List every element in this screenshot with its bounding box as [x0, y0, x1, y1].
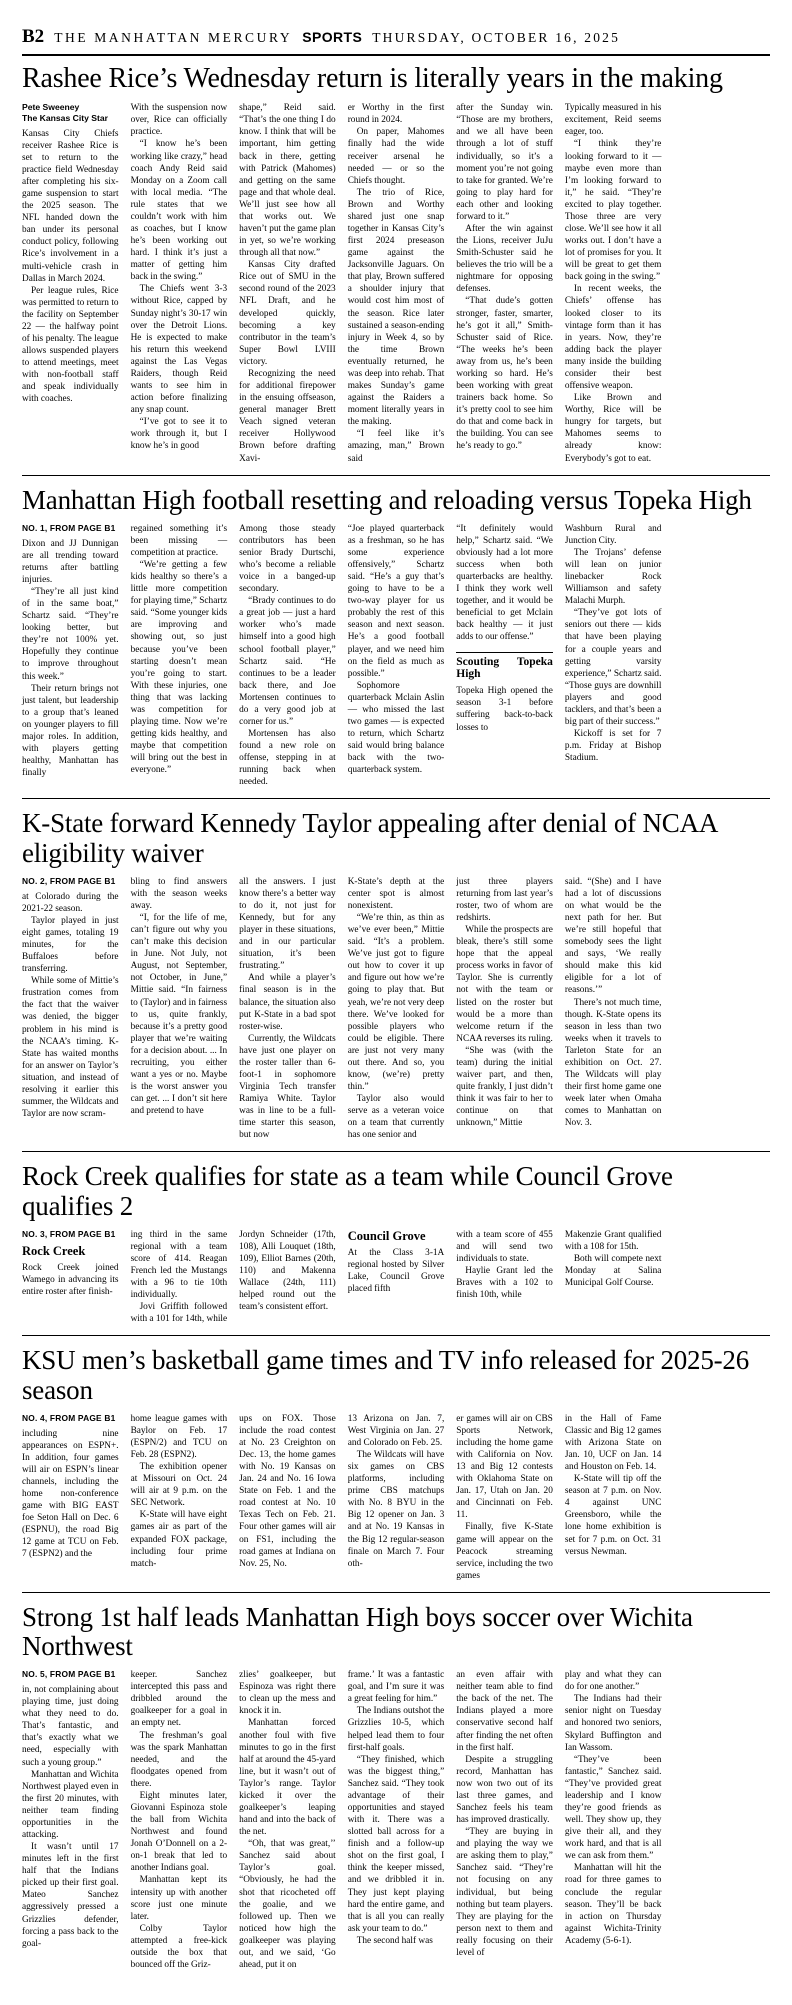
- paragraph: “I know he’s been working like crazy,” head coach Andy Reid said Monday on a Zoom call with local media. “The rule states that we couldn’t work with him as coaches, but I know he’s been working out hard. I think it’s just a matter of getting him back in the swing.”: [130, 139, 228, 283]
- page-folio: B2: [22, 26, 45, 47]
- subhead-rock-creek: Rock Creek: [22, 1243, 86, 1258]
- story-mhs-boys-soccer: [22, 1603, 770, 1981]
- column: [22, 1413, 119, 1582]
- paragraph: ups on FOX. Those include the road contest at No. 23 Creighton on Dec. 13, the home games with No. 19 Kansas on Jan. 24 and No. 16 Iowa State on Feb. 1 and the road contest at No. 10 Texas Tech on Feb. 21. Four other games will air on FS1, including the road games at Indiana on Nov. 25, No.: [239, 1413, 336, 1569]
- column: [456, 1669, 553, 1971]
- column: [131, 1413, 228, 1582]
- paragraph: home league games with Baylor on Feb. 17 (ESPN/2) and TCU on Feb. 28 (ESPN2).: [130, 1413, 228, 1460]
- headline: Rashee Rice’s Wednesday return is literally years in the making: [22, 63, 723, 94]
- story-rashee-rice: [22, 64, 770, 476]
- publication-name: THE MANHATTAN MERCURY: [54, 30, 293, 45]
- column: [565, 1413, 662, 1582]
- story-manhattan-high-football: [22, 486, 770, 800]
- column: [239, 102, 336, 464]
- paragraph: “They’ve got lots of seniors out there — kids that have been playing for a couple years and getting varsity experience,” Schartz said. “Those guys are downhill players and good tacklers, and that’s been a big part of their success.”: [564, 608, 662, 727]
- column: [456, 523, 553, 789]
- paragraph: Jordyn Schneider (17th, 108), Alli Louquet (18th, 109), Elliot Barnes (20th, 110) and Makenna Wallace (24th, 111) helped round out the team’s consistent effort.: [239, 1229, 336, 1313]
- column: [239, 523, 336, 789]
- byline-org: The Kansas City Star: [22, 112, 108, 123]
- paragraph: Jovi Griffith followed with a 101 for 14th, while: [130, 1302, 228, 1325]
- paragraph: regained something it’s been missing — competition at practice.: [130, 523, 228, 558]
- paragraph: With the suspension now over, Rice can officially practice.: [130, 103, 228, 138]
- paragraph: “I feel like it’s amazing, man,” Brown said: [347, 429, 445, 464]
- column: [22, 1669, 119, 1971]
- sidebar-rule: [456, 652, 553, 682]
- column: [348, 523, 445, 789]
- column: [565, 1229, 662, 1326]
- paragraph: “Oh, that was great,’’ Sanchez said about Taylor’s goal. “Obviously, he had the shot that ricocheted off the goalie, and we followed up. Then we noticed how high the goalkeeper was playing out, and we said, ‘Go ahead, put it on: [239, 1839, 336, 1971]
- column: [673, 523, 770, 789]
- paragraph: It wasn’t until 17 minutes left in the first half that the Indians picked up their first goal. Mateo Sanchez aggressively pressed a Grizzlies defender, forcing a pass back to the goal-: [22, 1842, 119, 1949]
- paragraph: “They’re all just kind of in the same boat,” Schartz said. “They’re looking better, but they’re not 100% yet. Hopefully they continue to improve throughout this week.”: [22, 586, 119, 682]
- column: [673, 1669, 770, 1971]
- paragraph: “I’ve got to see it to work through it, but I know he’s in good: [130, 417, 228, 452]
- headline: Strong 1st half leads Manhattan High boys soccer over Wichita Northwest: [22, 1601, 693, 1661]
- column: [239, 876, 336, 1142]
- paragraph: Taylor played in just eight games, totaling 19 minutes, for the Buffaloes before transferring.: [22, 915, 119, 975]
- paragraph: The Indians had their senior night on Tuesday and honored two seniors, Skylard Buffington and Ian Wassom.: [564, 1694, 662, 1753]
- column: [239, 1669, 336, 1971]
- paragraph: “They are buying in and playing the way we are asking them to play,” Sanchez said. “They’re not focusing on any individual, but being nothing but team players. They are playing for the person next to them and really focusing on their level of: [456, 1827, 553, 1958]
- paragraph: Finally, five K-State game will appear on the Peacock streaming service, including the two games: [456, 1522, 553, 1581]
- paragraph: Mortensen has also found a new role on offense, stepping in at running back when needed.: [239, 729, 336, 788]
- column: [22, 523, 119, 789]
- story-body: [22, 1669, 770, 1971]
- paragraph: Sophomore quarterback Mclain Aslin — who missed the last two games — is expected to return, which Schartz said would bring balance back with the two-quarterback system.: [347, 680, 445, 776]
- column: [673, 876, 770, 1142]
- paragraph: Kansas City drafted Rice out of SMU in the second round of the 2023 NFL Draft, and he developed quickly, becoming a key contributor in the team’s Super Bowl LVIII victory.: [239, 260, 336, 367]
- column: [348, 876, 445, 1142]
- paragraph: Manhattan and Wichita Northwest played even in the first 20 minutes, with neither team finding opportunities in the attacking.: [22, 1769, 119, 1840]
- paragraph: “That dude’s gotten stronger, faster, smarter, he’s got it all,” Smith-Schuster said of Rice. “The weeks he’s been away from us, he’s been working so hard. He’s been working with great trainers back home. So it’s pretty cool to see him do that and come back in the building. You can see he’s ready to go.”: [456, 296, 553, 452]
- paragraph: And while a player’s final season is in the balance, the situation also put K-State in a bad spot roster-wise.: [239, 973, 336, 1032]
- paragraph: “They’ve been fantastic,” Sanchez said. “They’ve provided great leadership and I know they’re good friends as well. They show up, they give their all, and they work hard, and that is all we can ask from them.”: [564, 1754, 662, 1862]
- column: [131, 1229, 228, 1326]
- jumpline: NO. 5, FROM PAGE B1: [22, 1669, 116, 1680]
- headline: K-State forward Kennedy Taylor appealing after denial of NCAA eligibility waiver: [22, 808, 717, 868]
- column: [348, 1229, 445, 1326]
- issue-date: THURSDAY, OCTOBER 16, 2025: [372, 30, 621, 45]
- paragraph: Manhattan forced another foul with five minutes to go in the first half at around the 45-yard line, but it wasn’t out of Taylor’s range. Taylor kicked it over the goalkeeper’s leaping hand and into the back of the net.: [239, 1718, 336, 1838]
- column: [131, 876, 228, 1142]
- column: [22, 1229, 119, 1326]
- paragraph: Among those steady contributors has been senior Brady Durtschi, who’s become a reliable voice in a banged-up secondary.: [239, 523, 336, 595]
- paragraph: Both will compete next Monday at Salina Municipal Golf Course.: [564, 1253, 662, 1289]
- paragraph: with a team score of 455 and will send two individuals to state.: [456, 1229, 553, 1264]
- paragraph: “Brady continues to do a great job — just a hard worker who’s made himself into a good high school football player,” Schartz said. “He continues to be a leader back there, and Joe Mortensen continues to do a very good job at corner for us.”: [239, 596, 336, 727]
- paragraph: Their return brings not just talent, but leadership to a group that’s leaned on younger players to fill major roles. In addition, with players getting healthy, Manhattan has finally: [22, 683, 119, 779]
- column: [565, 1669, 662, 1971]
- paragraph: including nine appearances on ESPN+. In addition, four games will air on ESPN’s linear channels, including the home non-conference game with BIG EAST foe Seton Hall on Dec. 6 (ESPNU), the road Big 12 game at TCU on Feb. 7 (ESPN2) and the: [22, 1428, 119, 1560]
- paragraph: The second half was: [356, 1935, 433, 1946]
- paragraph: The exhibition opener at Missouri on Oct. 24 will air at 9 p.m. on the SEC Network.: [130, 1462, 228, 1509]
- paragraph: “I think they’re looking forward to it — maybe even more than I’m looking forward to it,” he said. “They’re excited to play together. Those three are very close. We’ll see how it all works out. I don’t have a lot of promises for you. It will be great to get them back going in the swing.”: [564, 139, 662, 283]
- column: [456, 876, 553, 1142]
- paragraph: bling to find answers with the season weeks away.: [130, 876, 228, 911]
- paragraph: Manhattan kept its intensity up with another score just one minute later.: [130, 1875, 228, 1922]
- paragraph: shape,” Reid said. “That’s the one thing I do know. I think that will be important, him getting back in there, getting with Patrick (Mahomes) and getting on the same page and that whole deal. We’ll just see how all that works out. We haven’t put the game plan in yet, so we’re working through all that now.”: [239, 103, 336, 259]
- paragraph: an even affair with neither team able to find the back of the net. The Indians played a more conservative second half after finding the net often in the first half.: [456, 1670, 553, 1753]
- byline: Pete Sweeney: [22, 102, 80, 113]
- paragraph: “I, for the life of me, can’t figure out why you can’t make this decision in June. Not July, not August, not September, not October, in June,” Mittie said. “In fairness to (Taylor) and in fairness to us, quite frankly, because it’s a pretty good player that we’re waiting for a decision about. ... In recruiting, you either want a yes or no. Maybe is the worst answer you can get. ... I don’t sit here and pretend to have: [130, 913, 228, 1117]
- paragraph: The Trojans’ defense will lean on junior linebacker Rock Williamson and safety Malachi Murph.: [564, 547, 662, 607]
- paragraph: Recognizing the need for additional firepower in the ensuing offseason, general manager Brett Veach signed veteran receiver Hollywood Brown before drafting Xavi-: [239, 368, 336, 464]
- column: [22, 102, 119, 464]
- paragraph: Kansas City Chiefs receiver Rashee Rice is set to return to the practice field Wednesday after completing his six-game suspension to start the 2025 season. The NFL handed down the ban under its personal conduct policy, following Rice’s involvement in a multi-vehicle crash in Dallas in March 2024.: [22, 128, 119, 284]
- sidebar-title: Scouting Topeka High: [456, 655, 553, 681]
- column: [565, 102, 662, 464]
- paragraph: Despite a struggling record, Manhattan has now won two out of its last three games, and Sanchez feels his team has improved drastically.: [456, 1754, 553, 1826]
- paragraph: keeper. Sanchez intercepted this pass and dribbled around the goalkeeper for a goal in an empty net.: [130, 1670, 228, 1729]
- paragraph: er games will air on CBS Sports Network, including the home game with California on Nov. 13 and Big 12 contests with Oklahoma State on Jan. 17, Utah on Jan. 20 and Cincinnati on Feb. 11.: [456, 1413, 553, 1521]
- paragraph: in the Hall of Fame Classic and Big 12 games with Arizona State on Jan. 10, UCF on Jan. 14 and Houston on Feb. 14.: [564, 1413, 662, 1473]
- paragraph: Kickoff is set for 7 p.m. Friday at Bishop Stadium.: [564, 729, 662, 764]
- column: [673, 1413, 770, 1582]
- subhead-council-grove: Council Grove: [347, 1228, 426, 1243]
- paragraph: The trio of Rice, Brown and Worthy shared just one snap together in Kansas City’s first 2024 preseason game against the Jacksonville Jaguars. On that play, Brown suffered a shoulder injury that would cost him most of the season. Rice later sustained a season-ending injury in Week 4, so by the time Brown eventually returned, he was deep into rehab. That makes Sunday’s game against the Raiders a moment literally years in the making.: [347, 187, 445, 428]
- story-body: [22, 876, 770, 1142]
- masthead: [22, 26, 770, 56]
- sidebar-paragraph: Topeka High opened the season 3-1 before suffering back-to-back losses to: [456, 686, 553, 733]
- paragraph: Rock Creek joined Wamego in advancing its entire roster after finish-: [22, 1262, 119, 1297]
- paragraph: Haylie Grant led the Braves with a 102 to finish 10th, while: [456, 1266, 553, 1301]
- headline: Rock Creek qualifies for state as a team while Council Grove qualifies 2: [22, 1161, 673, 1221]
- paragraph: play and what they can do for one another.”: [564, 1670, 662, 1693]
- paragraph: On paper, Mahomes finally had the wide receiver arsenal he needed — or so the Chiefs thought.: [347, 127, 445, 186]
- column: [131, 1669, 228, 1971]
- paragraph: Per league rules, Rice was permitted to return to the facility on September 22 — the halfway point of his penalty. The league allows suspended players to attend meetings, meet with non-football staff and speak individually with coaches.: [22, 285, 119, 405]
- paragraph: Makenzie Grant qualified with a 108 for 15th.: [564, 1229, 662, 1252]
- paragraph: At the Class 3-1A regional hosted by Silver Lake, Council Grove placed fifth: [347, 1247, 445, 1295]
- column: [673, 102, 770, 464]
- column: [565, 523, 662, 789]
- paragraph: K-State will tip off the season at 7 p.m. on Nov. 4 against UNC Greensboro, while the lone home exhibition is set for 7 p.m. on Oct. 31 versus Newman.: [564, 1474, 662, 1557]
- paragraph: “It definitely would help,” Schartz said. “We obviously had a lot more success when both quarterbacks are healthy. I think they work well together, and it would be beneficial to get Mclain back healthy — it just adds to our offense.”: [456, 523, 553, 643]
- column: [348, 102, 445, 464]
- paragraph: Taylor also would serve as a veteran voice on a team that currently has one senior and: [347, 1094, 445, 1141]
- headline: KSU men’s basketball game times and TV info released for 2025-26 season: [22, 1345, 750, 1405]
- story-kennedy-taylor: [22, 809, 770, 1152]
- story-rock-creek-golf: [22, 1162, 770, 1336]
- headline: Manhattan High football resetting and reloading versus Topeka High: [22, 484, 752, 515]
- paragraph: in, not complaining about playing time, just doing what they need to do. That’s fantastic, and that’s exactly what we need, especially with such a young group.”: [22, 1685, 119, 1768]
- paragraph: just three players returning from last year’s roster, two of whom are redshirts.: [456, 876, 553, 923]
- paragraph: After the win against the Lions, receiver JuJu Smith-Schuster said he believes the trio will be a nightmare for opposing defenses.: [456, 224, 553, 295]
- jumpline: NO. 3, FROM PAGE B1: [22, 1228, 116, 1239]
- jumpline: NO. 2, FROM PAGE B1: [22, 875, 116, 886]
- paragraph: “She was (with the team) during the initial waiver part, and then, quite frankly, I just didn’t think it was fair to her to continue on that unknown,” Mittie: [456, 1045, 553, 1129]
- paragraph: While the prospects are bleak, there’s still some hope that the appeal process works in favor of Taylor. She is currently not with the team or listed on the roster but would be a more than welcome return if the NCAA reverses its ruling.: [456, 925, 553, 1044]
- story-body: [22, 523, 770, 789]
- paragraph: The Wildcats will have six games on CBS platforms, including prime CBS matchups with No. 8 BYU in the Big 12 opener on Jan. 3 and at No. 19 Kansas in the Big 12 regular-season finale on March 7. Four oth-: [347, 1449, 445, 1569]
- column: [456, 102, 553, 464]
- paragraph: ing third in the same regional with a team score of 414. Reagan French led the Mustangs with a 96 to tie 10th individually.: [130, 1229, 228, 1301]
- story-body: [22, 102, 770, 464]
- paragraph: Colby Taylor attempted a free-kick outside the box that bounced off the Griz-: [130, 1923, 228, 1971]
- paragraph: Washburn Rural and Junction City.: [564, 523, 662, 546]
- column: [239, 1229, 336, 1326]
- column: [239, 1413, 336, 1582]
- jumpline: NO. 1, FROM PAGE B1: [22, 522, 116, 533]
- section-name: SPORTS: [302, 29, 363, 45]
- paragraph: There’s not much time, though. K-State opens its season in less than two weeks when it travels to Tarleton State for an exhibition on Oct. 27. The Wildcats will play their first home game one week later when Omaha comes to Manhattan on Nov. 3.: [564, 997, 662, 1129]
- paragraph: “We’re thin, as thin as we’ve ever been,” Mittie said. “It’s a problem. We’ve just got to figure out how to cover it up and figure out how we’re going to play that. But yeah, we’re not very deep there. We’ve looked for possible players who could be eligible. There are just not very many out there. And so, you know, (we’re) pretty thin.”: [347, 913, 445, 1093]
- paragraph: all the answers. I just know there’s a better way to do it, not just for Kennedy, but for any player in these situations, and in our particular situation, it’s been frustrating.”: [239, 876, 336, 972]
- column: [456, 1229, 553, 1326]
- paragraph: The Indians outshot the Grizzlies 10-5, which helped lead them to four first-half goals.: [347, 1706, 445, 1753]
- column: [348, 1413, 445, 1582]
- paragraph: “Joe played quarterback as a freshman, so he has some experience offensively,” Schartz said. “He’s a guy that’s going to have to be a two-way player for us probably the rest of this season and next season. He’s a good football player, and we need him on the field as much as possible.”: [347, 523, 445, 679]
- paragraph: Like Brown and Worthy, Rice will be hungry for targets, but Mahomes seems to already know: Everybody’s got to eat.: [564, 393, 662, 464]
- paragraph: “We’re getting a few kids healthy so there’s a little more competition for playing time,” Schartz said. “Some younger kids are improving and showing out, so just because you’ve been starting doesn’t mean you’re going to start. With these injuries, one thing that was lacking was competition for playing time. Now we’re getting kids healthy, and maybe that competition will bring out the best in everyone.”: [130, 559, 228, 776]
- story-body: [22, 1229, 770, 1326]
- column: [22, 876, 119, 1142]
- paragraph: Eight minutes later, Giovanni Espinoza stole the ball from Wichita Northwest and found Jonah O’Donnell on a 2-on-1 break that led to another Indians goal.: [130, 1790, 228, 1874]
- column: [131, 102, 228, 464]
- column: [565, 876, 662, 1142]
- paragraph: frame.’ It was a fantastic goal, and I’m sure it was a great feeling for him.”: [347, 1670, 445, 1705]
- story-body: [22, 1413, 770, 1582]
- story-ksu-basketball-tv: [22, 1346, 770, 1592]
- column: [456, 1413, 553, 1582]
- paragraph: “They finished, which was the biggest thing,” Sanchez said. “They took advantage of their opportunities and stayed with it. There was a slotted ball across for a finish and a follow-up shot on the first goal, I think the keeper missed, and we dribbled it in. They just kept playing hard the entire game, and that is all you can really ask your team to do.”: [347, 1754, 445, 1934]
- column: [348, 1669, 445, 1971]
- paragraph: The freshman’s goal was the spark Manhattan needed, and the floodgates opened from there.: [130, 1730, 228, 1789]
- column: [131, 523, 228, 789]
- paragraph: While some of Mittie’s frustration comes from the fact that the waiver was denied, the bigger problem in his mind is the NCAA’s timing. K-State has waited months for an answer on Taylor’s situation, and instead of resolving it earlier this summer, the Wildcats and Taylor are now scram-: [22, 976, 119, 1120]
- paragraph: said. “(She) and I have had a lot of discussions on what would be the next path for her. But we’re still hopeful that somebody sees the light and says, ‘We really should make this kid eligible for a lot of reasons.’”: [564, 876, 662, 996]
- paragraph: er Worthy in the first round in 2024.: [347, 103, 445, 126]
- paragraph: Dixon and JJ Dunnigan are all trending toward returns after battling injuries.: [22, 538, 119, 585]
- paragraph: The Chiefs went 3-3 without Rice, capped by Sunday night’s 30-17 win over the Detroit Lions. He is expected to make his return this weekend against the Las Vegas Raiders, though Reid wants to see him in action before finalizing any snap count.: [130, 284, 228, 416]
- paragraph: zlies’ goalkeeper, but Espinoza was right there to clean up the mess and knock it in.: [239, 1670, 336, 1717]
- column: [673, 1229, 770, 1326]
- paragraph: K-State’s depth at the center spot is almost nonexistent.: [347, 876, 445, 911]
- paragraph: Manhattan will hit the road for three games to conclude the regular season. They’ll be back in action on Thursday against Wichita-Trinity Academy (5-6-1).: [564, 1863, 662, 1946]
- paragraph: Typically measured in his excitement, Reid seems eager, too.: [564, 103, 662, 138]
- jumpline: NO. 4, FROM PAGE B1: [22, 1412, 116, 1423]
- paragraph: 13 Arizona on Jan. 7, West Virginia on Jan. 27 and Colorado on Feb. 25.: [347, 1413, 445, 1448]
- paragraph: Currently, the Wildcats have just one player on the roster taller than 6-foot-1 in sophomore Virginia Tech transfer Ramiya White. Taylor was in line to be a full-time starter this season, but now: [239, 1033, 336, 1141]
- paragraph: In recent weeks, the Chiefs’ offense has looked closer to its vintage form than it has in years. Now, they’re adding back the player many inside the building consider their best offensive weapon.: [564, 284, 662, 392]
- paragraph: at Colorado during the 2021-22 season.: [22, 891, 119, 914]
- paragraph: K-State will have eight games air as part of the expanded FOX package, including four prime match-: [130, 1510, 228, 1569]
- paragraph: after the Sunday win. “Those are my brothers, and we all have been through a lot of stuff individually, so it’s a moment you’re not going to take for granted. We’re going to play hard for each other and looking forward to it.”: [456, 103, 553, 222]
